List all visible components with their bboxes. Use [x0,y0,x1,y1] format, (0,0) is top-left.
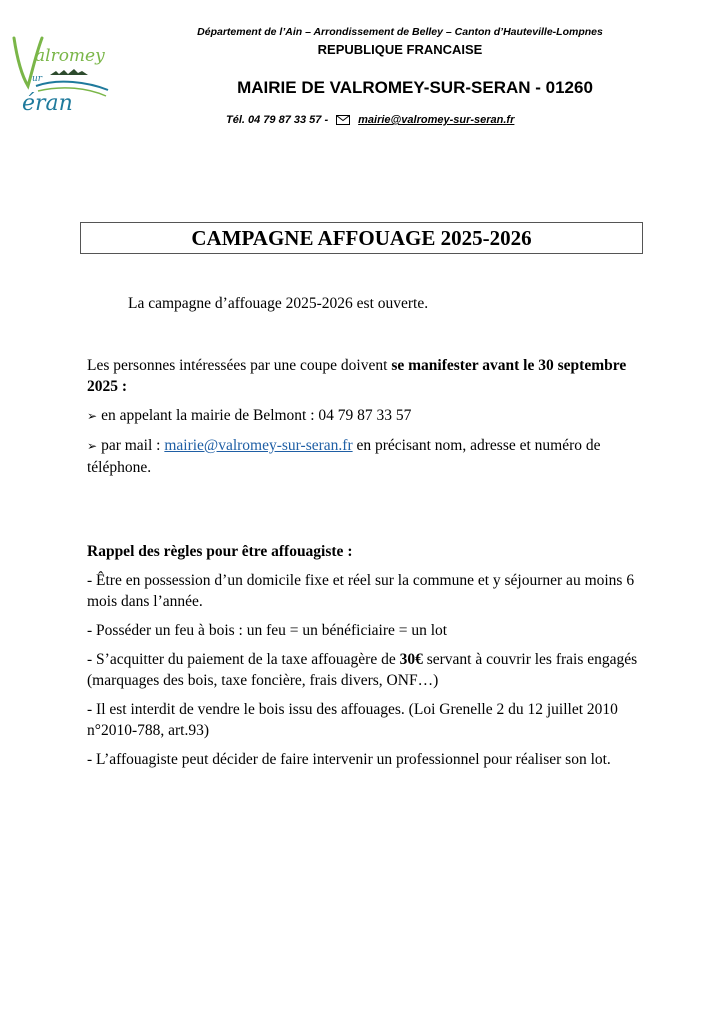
deadline-text: se manifester avant le 30 septembre 2025 : [87,357,627,395]
logo-word-1: alromey [35,46,105,66]
logo-word-3: éran [22,91,73,116]
header-mairie: MAIRIE DE VALROMEY-SUR-SERAN - 01260 [237,78,593,97]
rules-heading: Rappel des règles pour être affouagiste : [87,543,353,560]
header-phone: Tél. 04 79 87 33 57 - [226,114,329,126]
arrow-bullet-icon: ➢ [87,439,98,453]
arrow-bullet-icon: ➢ [87,409,98,423]
header-republic: REPUBLIQUE FRANCAISE [317,42,483,57]
contact-item-email: ➢ par mail : mairie@valromey-sur-seran.fr en précisant nom, adresse et numéro de téléphone. [87,437,601,476]
rule-item: - L’affouagiste peut décider de faire intervenir un professionnel pour réaliser son lot. [87,751,611,768]
rule-item: - Être en possession d’un domicile fixe et réel sur la commune et y séjourner au moins 6 mois dans l’année. [87,572,635,610]
header-email-link[interactable]: mairie@valromey-sur-seran.fr [358,114,515,126]
logo-word-2: ur [32,74,43,84]
rule-item: - Posséder un feu à bois : un feu = un bénéficiaire = un lot [87,622,448,639]
rule-item: - S’acquitter du paiement de la taxe affouagère de 30€ servant à couvrir les frais engagés (marquages des bois, taxe foncière, frais divers, ONF…) [87,651,638,689]
rule-item: - Il est interdit de vendre le bois issu des affouages. (Loi Grenelle 2 du 12 juillet 2010 n°2010-788, art.93) [87,701,618,739]
header-contact [226,114,514,126]
tax-amount: 30€ [399,651,423,668]
intro-text: La campagne d’affouage 2025-2026 est ouverte. [128,295,429,312]
contact-item-phone: ➢ en appelant la mairie de Belmont : 04 79 87 33 57 [87,407,412,424]
page-title: CAMPAGNE AFFOUAGE 2025-2026 [80,222,643,254]
envelope-icon [336,115,350,125]
header-department: Département de l’Ain – Arrondissement de Belley – Canton d’Hauteville-Lompnes [197,26,603,38]
contact-instructions: Les personnes intéressées par une coupe doivent se manifester avant le 30 septembre 2025 : [87,357,627,395]
contact-section [87,355,647,770]
email-link[interactable]: mairie@valromey-sur-seran.fr [164,437,353,454]
valromey-sur-seran-logo [8,28,116,118]
